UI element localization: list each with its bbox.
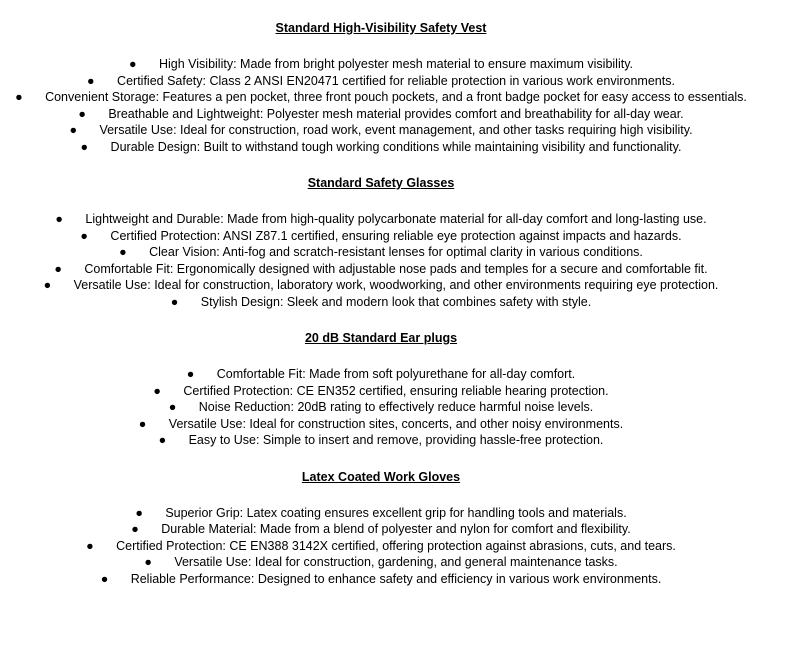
- bullet-icon: ●: [87, 73, 95, 88]
- list-item-text: Certified Protection: CE EN388 3142X certified, offering protection against abrasions, cuts, and tears.: [116, 538, 676, 553]
- section-safety-glasses: [0, 155, 762, 310]
- bullet-icon: ●: [131, 522, 139, 536]
- list-item-text: Comfortable Fit: Ergonomically designed with adjustable nose pads and temples for a secure and comfortable fit.: [84, 261, 708, 276]
- list-item: [0, 261, 762, 278]
- list-item-text: Certified Safety: Class 2 ANSI EN20471 certified for reliable protection in various work environments.: [117, 73, 675, 88]
- bullet-icon: ●: [86, 538, 94, 553]
- list-item: [0, 73, 762, 90]
- list-item-text: Noise Reduction: 20dB rating to effectively reduce harmful noise levels.: [198, 400, 594, 414]
- list-item: [0, 366, 762, 383]
- bullet-icon: ●: [100, 571, 109, 586]
- list-item: [0, 211, 762, 228]
- bullet-icon: ●: [158, 433, 167, 447]
- list-item-text: Certified Protection: CE EN352 certified, ensuring reliable hearing protection.: [183, 383, 609, 398]
- bullet-list: [0, 505, 762, 588]
- section-ear-plugs: [0, 310, 762, 449]
- bullet-list: [0, 366, 762, 449]
- list-item: [0, 538, 762, 555]
- bullet-icon: ●: [153, 383, 161, 398]
- bullet-icon: ●: [144, 555, 152, 569]
- bullet-icon: ●: [128, 57, 137, 71]
- list-item-text: Versatile Use: Ideal for construction, road work, event management, and other tasks requiring high visibility.: [99, 123, 693, 137]
- section-title: Standard Safety Glasses: [307, 176, 455, 190]
- list-item: [0, 56, 762, 73]
- list-item: [0, 399, 762, 416]
- bullet-icon: ●: [80, 139, 89, 154]
- list-item: [0, 122, 762, 139]
- bullet-icon: ●: [168, 400, 177, 414]
- list-item-text: Versatile Use: Ideal for construction sites, concerts, and other noisy environments.: [168, 416, 624, 431]
- bullet-icon: ●: [78, 106, 86, 121]
- list-item: [0, 521, 762, 538]
- section-safety-vest: [0, 0, 762, 155]
- list-item-text: Comfortable Fit: Made from soft polyurethane for all-day comfort.: [216, 367, 576, 381]
- list-item: [0, 244, 762, 261]
- bullet-icon: ●: [80, 228, 88, 243]
- list-item-text: Versatile Use: Ideal for construction, laboratory work, woodworking, and other environments requiring eye protection.: [73, 278, 719, 292]
- section-title: Latex Coated Work Gloves: [301, 469, 461, 484]
- list-item-text: Durable Material: Made from a blend of polyester and nylon for comfort and flexibility.: [161, 522, 631, 536]
- bullet-icon: ●: [119, 245, 127, 259]
- list-item: [0, 554, 762, 571]
- list-item-text: Stylish Design: Sleek and modern look that combines safety with style.: [200, 294, 592, 309]
- list-item: [0, 89, 762, 106]
- bullet-icon: ●: [54, 261, 62, 276]
- list-item-text: Certified Protection: ANSI Z87.1 certified, ensuring reliable eye protection against impacts and hazards.: [110, 228, 682, 243]
- bullet-icon: ●: [55, 212, 63, 226]
- bullet-list: [0, 211, 762, 310]
- list-item: [0, 228, 762, 245]
- bullet-icon: ●: [43, 278, 52, 292]
- list-item: [0, 277, 762, 294]
- list-item: [0, 294, 762, 311]
- list-item: [0, 139, 762, 156]
- list-item-text: Convenient Storage: Features a pen pocket, three front pouch pockets, and a front badge pocket for easy access to essentials.: [45, 90, 747, 104]
- list-item-text: Lightweight and Durable: Made from high-quality polycarbonate material for all-day comfort and long-lasting use.: [85, 212, 707, 226]
- section-title: Standard High-Visibility Safety Vest: [275, 21, 487, 35]
- bullet-icon: ●: [138, 416, 147, 431]
- bullet-icon: ●: [15, 90, 23, 104]
- list-item-text: High Visibility: Made from bright polyester mesh material to ensure maximum visibility.: [158, 57, 633, 71]
- section-work-gloves: [0, 449, 762, 588]
- bullet-icon: ●: [135, 505, 143, 520]
- list-item-text: Superior Grip: Latex coating ensures excellent grip for handling tools and materials.: [165, 505, 627, 520]
- list-item-text: Versatile Use: Ideal for construction, gardening, and general maintenance tasks.: [174, 555, 618, 569]
- list-item: [0, 416, 762, 433]
- bullet-icon: ●: [170, 294, 179, 309]
- list-item: [0, 571, 762, 588]
- list-item: [0, 106, 762, 123]
- list-item-text: Reliable Performance: Designed to enhance safety and efficiency in various work environments.: [130, 571, 662, 586]
- list-item-text: Durable Design: Built to withstand tough working conditions while maintaining visibility and functionality.: [110, 139, 682, 154]
- bullet-icon: ●: [186, 367, 195, 381]
- list-item-text: Breathable and Lightweight: Polyester mesh material provides comfort and breathability for all-day wear.: [108, 106, 684, 121]
- bullet-list: [0, 56, 762, 155]
- list-item-text: Easy to Use: Simple to insert and remove, providing hassle-free protection.: [188, 433, 604, 447]
- bullet-icon: ●: [69, 123, 77, 137]
- list-item: [0, 383, 762, 400]
- list-item: [0, 432, 762, 449]
- list-item-text: Clear Vision: Anti-fog and scratch-resistant lenses for optimal clarity in various conditions.: [149, 245, 643, 259]
- list-item: [0, 505, 762, 522]
- section-title: 20 dB Standard Ear plugs: [304, 331, 458, 345]
